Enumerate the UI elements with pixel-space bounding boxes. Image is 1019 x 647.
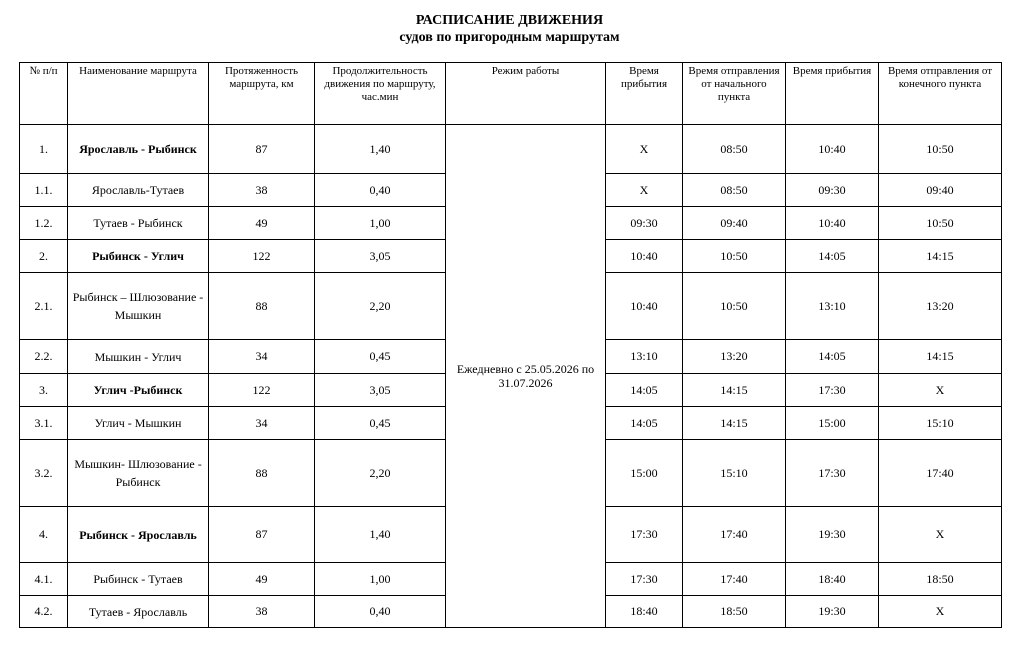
table-row (20, 125, 1002, 174)
row-arrival-1: 18:40 (606, 596, 683, 628)
row-departure-start: 10:50 (683, 273, 786, 340)
row-length: 49 (209, 563, 315, 596)
row-num: 3.1. (20, 407, 68, 440)
row-arrival-1: Х (606, 174, 683, 207)
row-num: 2.1. (20, 273, 68, 340)
header-num: № п/п (20, 63, 68, 125)
header-length: Протяженность маршрута, км (209, 63, 315, 125)
header-departure-start: Время отправления от начального пункта (683, 63, 786, 125)
row-arrival-2: 19:30 (786, 507, 879, 563)
row-num: 1.2. (20, 207, 68, 240)
row-num: 2. (20, 240, 68, 273)
row-arrival-2: 09:30 (786, 174, 879, 207)
row-duration: 0,40 (315, 596, 446, 628)
row-num: 1. (20, 125, 68, 174)
schedule-body (20, 125, 1002, 628)
row-arrival-1: 13:10 (606, 340, 683, 374)
row-num: 4.2. (20, 596, 68, 628)
row-length: 38 (209, 596, 315, 628)
header-arrival-1: Время прибытия (606, 63, 683, 125)
header-name: Наименование маршрута (68, 63, 209, 125)
row-num: 1.1. (20, 174, 68, 207)
row-name: Мышкин- Шлюзование - Рыбинск (68, 440, 209, 507)
row-name: Углич -Рыбинск (68, 374, 209, 407)
row-departure-end: Х (879, 374, 1002, 407)
row-departure-end: 18:50 (879, 563, 1002, 596)
row-arrival-2: 13:10 (786, 273, 879, 340)
row-name: Рыбинск – Шлюзование - Мышкин (68, 273, 209, 340)
row-departure-end: 17:40 (879, 440, 1002, 507)
row-departure-end: Х (879, 507, 1002, 563)
row-name: Рыбинск - Ярославль (68, 507, 209, 563)
document-title: РАСПИСАНИЕ ДВИЖЕНИЯ (415, 13, 604, 28)
row-arrival-2: 18:40 (786, 563, 879, 596)
row-arrival-1: Х (606, 125, 683, 174)
row-arrival-1: 14:05 (606, 407, 683, 440)
row-num: 4. (20, 507, 68, 563)
row-name: Тутаев - Ярославль (68, 596, 209, 628)
row-length: 122 (209, 374, 315, 407)
row-departure-start: 17:40 (683, 563, 786, 596)
row-departure-start: 08:50 (683, 174, 786, 207)
row-length: 38 (209, 174, 315, 207)
regime-cell: Ежедневно с 25.05.2026 по 31.07.2026 (446, 125, 606, 628)
row-departure-start: 14:15 (683, 407, 786, 440)
row-name: Мышкин - Углич (68, 340, 209, 374)
row-duration: 1,40 (315, 507, 446, 563)
schedule-table (19, 62, 1002, 628)
row-departure-end: 10:50 (879, 125, 1002, 174)
row-arrival-1: 17:30 (606, 563, 683, 596)
row-departure-start: 15:10 (683, 440, 786, 507)
row-arrival-2: 10:40 (786, 207, 879, 240)
document-title-block (0, 12, 1019, 46)
row-length: 34 (209, 407, 315, 440)
row-duration: 0,45 (315, 340, 446, 374)
row-name: Углич - Мышкин (68, 407, 209, 440)
row-num: 4.1. (20, 563, 68, 596)
row-length: 88 (209, 440, 315, 507)
row-departure-end: 10:50 (879, 207, 1002, 240)
row-departure-start: 08:50 (683, 125, 786, 174)
row-departure-end: 14:15 (879, 340, 1002, 374)
row-departure-start: 14:15 (683, 374, 786, 407)
row-duration: 2,20 (315, 273, 446, 340)
row-duration: 2,20 (315, 440, 446, 507)
row-arrival-2: 19:30 (786, 596, 879, 628)
row-length: 34 (209, 340, 315, 374)
row-arrival-2: 14:05 (786, 340, 879, 374)
row-name: Ярославль - Рыбинск (68, 125, 209, 174)
row-departure-start: 18:50 (683, 596, 786, 628)
row-duration: 1,00 (315, 563, 446, 596)
row-length: 88 (209, 273, 315, 340)
row-arrival-2: 10:40 (786, 125, 879, 174)
header-duration: Продолжительность движения по маршруту, час.мин (315, 63, 446, 125)
row-duration: 3,05 (315, 374, 446, 407)
row-arrival-1: 10:40 (606, 240, 683, 273)
row-departure-start: 17:40 (683, 507, 786, 563)
row-arrival-1: 09:30 (606, 207, 683, 240)
row-duration: 3,05 (315, 240, 446, 273)
row-departure-end: 13:20 (879, 273, 1002, 340)
row-departure-start: 10:50 (683, 240, 786, 273)
row-duration: 1,00 (315, 207, 446, 240)
row-departure-end: 14:15 (879, 240, 1002, 273)
row-num: 3.2. (20, 440, 68, 507)
row-departure-start: 13:20 (683, 340, 786, 374)
row-name: Ярославль-Тутаев (68, 174, 209, 207)
row-duration: 0,40 (315, 174, 446, 207)
row-name: Рыбинск - Тутаев (68, 563, 209, 596)
row-num: 2.2. (20, 340, 68, 374)
row-num: 3. (20, 374, 68, 407)
row-arrival-2: 17:30 (786, 374, 879, 407)
row-length: 122 (209, 240, 315, 273)
row-duration: 1,40 (315, 125, 446, 174)
document-subtitle: судов по пригородным маршрутам (399, 30, 620, 45)
row-arrival-2: 15:00 (786, 407, 879, 440)
row-arrival-1: 10:40 (606, 273, 683, 340)
row-arrival-1: 15:00 (606, 440, 683, 507)
row-departure-end: 15:10 (879, 407, 1002, 440)
row-name: Рыбинск - Углич (68, 240, 209, 273)
row-departure-end: Х (879, 596, 1002, 628)
row-departure-start: 09:40 (683, 207, 786, 240)
header-arrival-2: Время прибытия (786, 63, 879, 125)
row-length: 49 (209, 207, 315, 240)
row-arrival-2: 14:05 (786, 240, 879, 273)
row-departure-end: 09:40 (879, 174, 1002, 207)
row-arrival-1: 14:05 (606, 374, 683, 407)
header-regime: Режим работы (446, 63, 606, 125)
row-name: Тутаев - Рыбинск (68, 207, 209, 240)
row-length: 87 (209, 507, 315, 563)
row-arrival-2: 17:30 (786, 440, 879, 507)
header-departure-end: Время отправления от конечного пункта (879, 63, 1002, 125)
row-arrival-1: 17:30 (606, 507, 683, 563)
row-length: 87 (209, 125, 315, 174)
table-header-row (20, 63, 1002, 125)
row-duration: 0,45 (315, 407, 446, 440)
